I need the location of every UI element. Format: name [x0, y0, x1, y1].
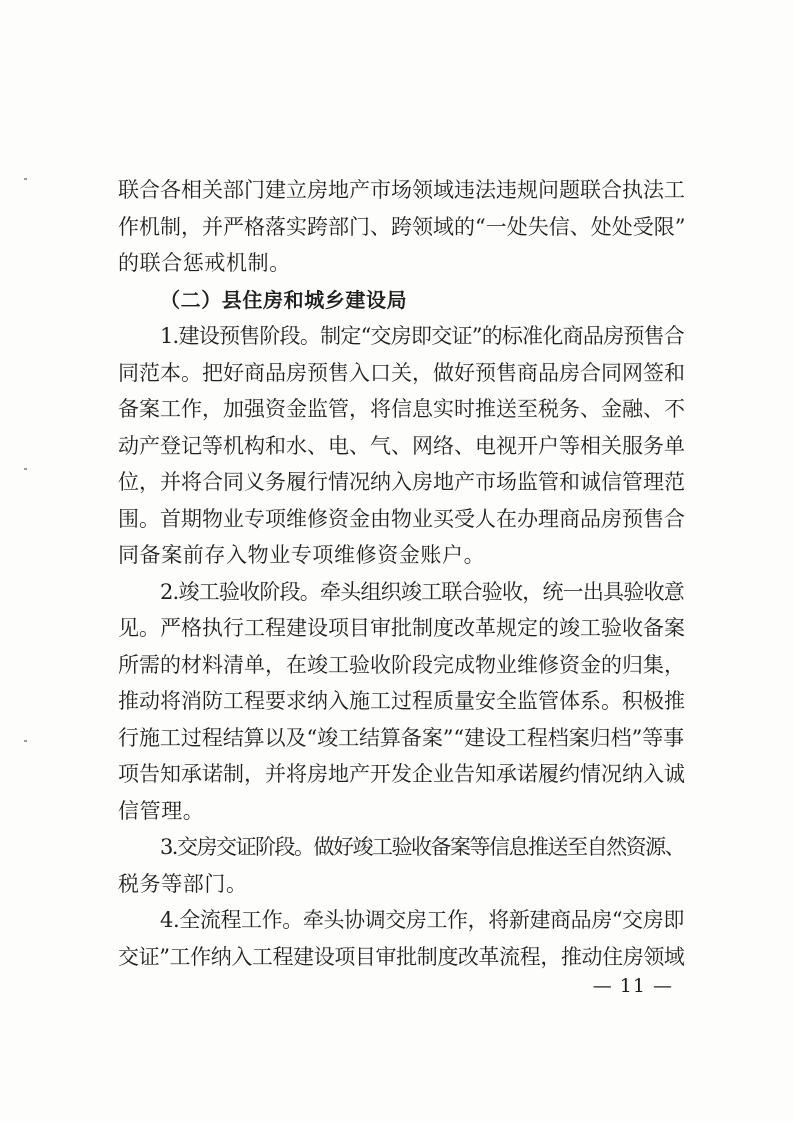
- text-line: 推动将消防工程要求纳入施工过程质量安全监管体系。积极推: [118, 689, 685, 713]
- text-line: 1.建设预售阶段。制定“交房即交证”的标准化商品房预售合: [160, 324, 684, 348]
- text-line: 税务等部门。: [118, 871, 248, 896]
- text-line: 同备案前存入物业专项维修资金账户。: [118, 543, 486, 567]
- page-number: — 11 —: [592, 975, 673, 997]
- text-line: 信管理。: [118, 798, 205, 823]
- text-line: 见。严格执行工程建设项目审批制度改革规定的竣工验收备案: [118, 616, 685, 640]
- text-line: 位，并将合同义务履行情况纳入房地产市场监管和诚信管理范: [118, 470, 685, 494]
- text-line: 备案工作，加强资金监管，将信息实时推送至税务、金融、不: [118, 397, 685, 421]
- text-line: 项告知承诺制，并将房地产开发企业告知承诺履约情况纳入诚: [118, 762, 685, 786]
- text-line: 行施工过程结算以及“竣工结算备案”“建设工程档案归档”等事: [118, 725, 684, 750]
- binding-mark: [24, 468, 27, 470]
- text-line: 动产登记等机构和水、电、气、网络、电视开户等相关服务单: [118, 433, 685, 458]
- text-line: 作机制，并严格落实跨部门、跨领域的“一处失信、处处受限”: [118, 214, 686, 239]
- binding-mark: [24, 178, 27, 180]
- text-line: 交证”工作纳入工程建设项目审批制度改革流程，推动住房领域: [118, 944, 685, 969]
- text-line: 同范本。把好商品房预售入口关，做好预售商品房合同网签和: [118, 360, 685, 385]
- text-line: 围。首期物业专项维修资金由物业买受人在办理商品房预售合: [118, 506, 685, 531]
- binding-mark: [24, 740, 27, 742]
- section-heading: （二）县住房和城乡建设局: [160, 287, 408, 312]
- text-line: 所需的材料清单，在竣工验收阶段完成物业维修资金的归集，: [118, 652, 685, 677]
- text-line: 3.交房交证阶段。做好竣工验收备案等信息推送至自然资源、: [160, 835, 684, 859]
- text-line: 2.竣工验收阶段。牵头组织竣工联合验收，统一出具验收意: [160, 579, 684, 604]
- text-line: 联合各相关部门建立房地产市场领域违法违规问题联合执法工: [118, 178, 685, 202]
- body-text: [118, 172, 684, 975]
- text-line: 的联合惩戒机制。: [118, 251, 291, 275]
- text-line: 4.全流程工作。牵头协调交房工作，将新建商品房“交房即: [160, 908, 684, 932]
